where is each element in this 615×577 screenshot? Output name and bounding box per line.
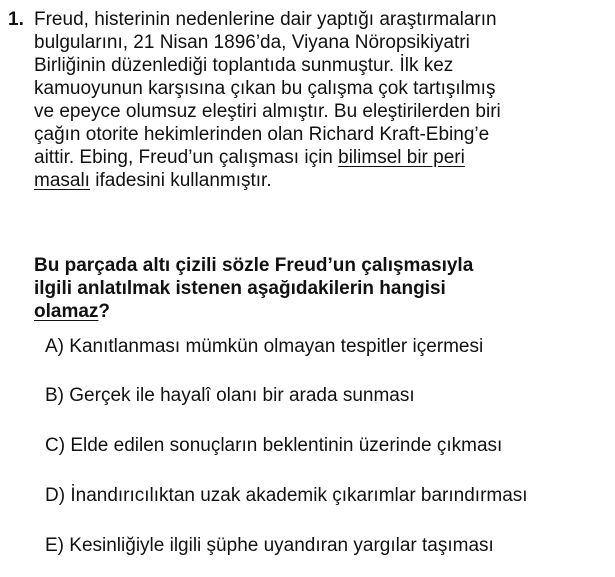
option-text: İnandırıcılıktan uzak akademik çıkarımlar barındırması <box>70 485 528 506</box>
option-letter: C) <box>45 435 66 456</box>
question-stem <box>34 254 612 323</box>
passage-line-with-underline <box>34 146 612 169</box>
passage-line: bulgularını, 21 Nisan 1896’da, Viyana Nöropsikiyatri <box>34 32 470 53</box>
stem-line: Bu parçada altı çizili sözle Freud’un çalışmasıyla <box>34 255 474 276</box>
option-b[interactable] <box>45 384 415 407</box>
option-text: Elde edilen sonuçların beklentinin üzerinde çıkması <box>70 435 503 456</box>
passage-line: kamuoyunun karşısına çıkan bu çalışma çok tartışılmış <box>34 78 496 99</box>
question-number: 1. <box>8 9 24 30</box>
passage-line: ve epeyce olumsuz eleştiri almıştır. Bu eleştirilerden biri <box>34 101 501 122</box>
option-c[interactable] <box>45 434 502 457</box>
passage-line: Freud, histerinin nedenlerine dair yaptığı araştırmaların <box>34 9 497 30</box>
option-d[interactable] <box>45 484 528 507</box>
option-text: Kesinliğiyle ilgili şüphe uyandıran yargılar taşıması <box>69 535 494 556</box>
option-text: Gerçek ile hayalî olanı bir arada sunması <box>69 385 415 406</box>
passage-line: Birliğinin düzenlediği toplantıda sunmuştur. İlk kez <box>34 55 454 76</box>
passage-last-line <box>34 169 612 192</box>
option-a[interactable] <box>45 335 483 358</box>
passage-line: çağın otorite hekimlerinden olan Richard Kraft-Ebing’e <box>34 124 490 145</box>
passage <box>34 8 612 192</box>
option-letter: E) <box>45 535 64 556</box>
stem-underlined-word: olamaz <box>34 301 99 322</box>
passage-end: ifadesini kullanmıştır. <box>89 170 272 191</box>
stem-line: ilgili anlatılmak istenen aşağıdakilerin hangisi <box>34 278 446 299</box>
option-letter: D) <box>45 485 66 506</box>
stem-end: ? <box>98 301 111 322</box>
stem-line-last <box>34 300 612 323</box>
option-letter: A) <box>45 336 64 357</box>
underlined-phrase-part2: masalı <box>34 170 90 191</box>
option-e[interactable] <box>45 534 494 557</box>
passage-line-text: aittir. Ebing, Freud’un çalışması için <box>34 147 339 168</box>
underlined-phrase-part1: bilimsel bir peri <box>338 147 465 168</box>
option-text: Kanıtlanması mümkün olmayan tespitler içermesi <box>69 336 484 357</box>
option-letter: B) <box>45 385 64 406</box>
